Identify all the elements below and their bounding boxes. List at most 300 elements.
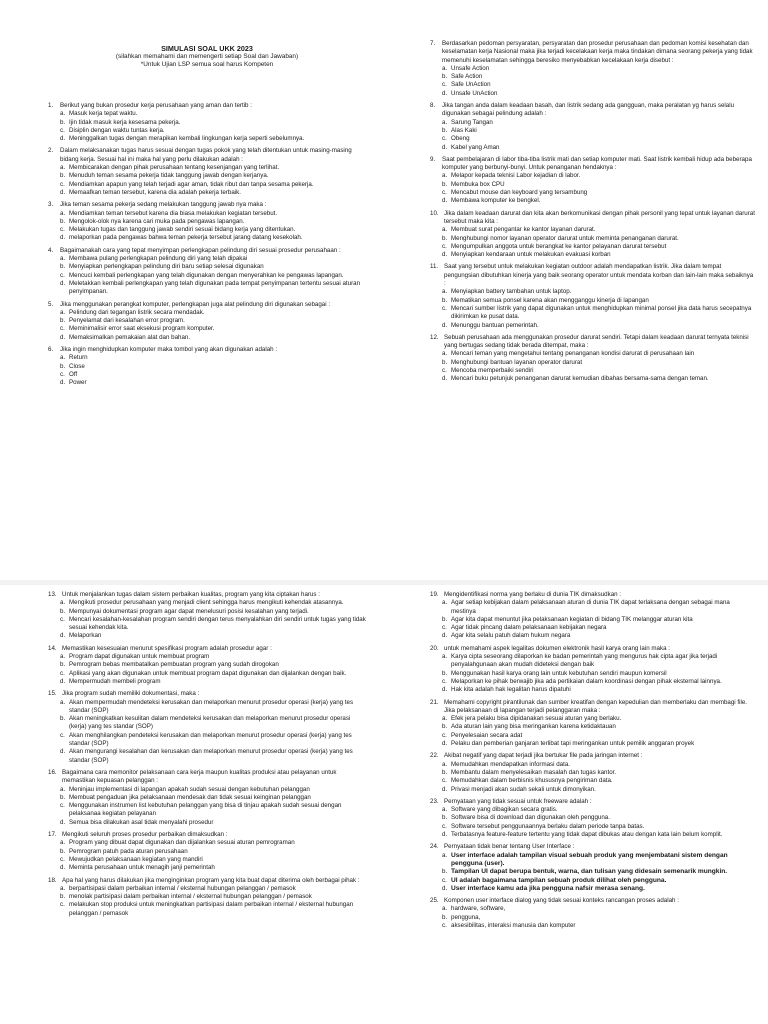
option-text: Meminimalisir error saat eksekusi program komputer. <box>69 325 215 333</box>
option-text: Menyiapkan kendaraan untuk melakukan evakuasi korban <box>451 251 611 259</box>
option-text: Membantu dalam menyelesaikan masalah dan tugas kantor. <box>451 768 617 776</box>
question-text: Jika dalam keadaan darurat dan kita akan berkomunikasi dengan pihak personil yang tepat untuk layanan darurat tersebut maka kita : <box>444 209 755 225</box>
option-letter: c. <box>60 180 65 188</box>
option-text: Akan mengurangi kesalahan dan kerusakan dan melaporkan menurut prosedur operasi (kerja) yang tes standar (SOP) <box>69 748 353 764</box>
answer-option <box>430 81 756 89</box>
option-text: Kabel yang Aman <box>451 143 500 151</box>
option-text: Mengumpulkan anggota untuk berangkat ke kantor pelayanan darurat tersebut <box>451 242 667 250</box>
question-number: 15. <box>48 690 57 698</box>
question-number: 21. <box>430 698 439 706</box>
option-letter: b. <box>60 263 66 271</box>
option-letter: b. <box>60 893 66 901</box>
question-number: 22. <box>430 752 439 760</box>
option-text: Membawa komputer ke bengkel. <box>451 197 541 205</box>
option-letter: c. <box>442 777 447 785</box>
question-text: Bagaimanakah cara yang tepat menyimpan perlengkapan pelindung diri sesuai prosedur perusahaan : <box>60 246 341 254</box>
option-letter: c. <box>442 731 447 739</box>
answer-option <box>48 678 366 686</box>
question-item <box>48 831 366 872</box>
option-text: Mendiamkan teman tersebut karena dia biasa melakukan kegiatan tersebut. <box>69 209 278 217</box>
option-text: Akan mempermudah mendeteksi kerusakan dan melaporkan menurut prosedur operasi (kerja) yang tes standar (SOP) <box>69 698 354 714</box>
question-text-row <box>430 591 756 599</box>
option-letter: b. <box>60 217 66 225</box>
option-text: Membuka box CPU <box>451 180 505 188</box>
option-letter: c. <box>60 901 65 909</box>
option-text: Membicarakan dengan pihak perusahaan tentang kesenjangan yang terlihat. <box>69 164 280 172</box>
option-text: aksesibilitas, interaksi manusia dan komputer <box>451 921 576 929</box>
option-text: User interface adalah tampilan visual sebuah produk yang menjembatani sistem dengan pengguna (user). <box>451 851 728 867</box>
option-letter: d. <box>60 748 66 756</box>
option-text: Ada aturan lain yang bisa meringankan karena ketidaktauan <box>451 723 616 731</box>
question-text-row <box>48 877 366 885</box>
question-text-row <box>430 897 756 905</box>
question-text-row <box>48 769 366 786</box>
question-text: Saat pembelajaran di labor tiba-tiba listrik mati dan setiap komputer mati. Saat listrik kembali hidup ada beberapa komputer yang berbunyi-bunyi. Untuk penanganan hendaknya : <box>442 155 752 172</box>
question-number: 23. <box>430 797 439 805</box>
option-text: Menunggu bantuan pemerintah. <box>451 321 539 329</box>
answer-option <box>430 786 756 794</box>
option-text: Mencoba memperbaiki sendiri <box>451 366 534 374</box>
answer-option <box>430 235 756 243</box>
question-text-row <box>430 40 756 65</box>
question-number: 19. <box>430 591 439 598</box>
option-text: UI adalah bagaimana tampilan sebuah produk dilihat oleh pengguna. <box>451 876 667 884</box>
answer-option <box>48 119 366 127</box>
option-text: Disiplin dengan waktu tuntas kerja. <box>69 126 165 134</box>
option-letter: c. <box>60 325 65 333</box>
question-item <box>430 102 756 152</box>
option-letter: b. <box>60 362 66 370</box>
question-text: Jika ingin menghidupkan komputer maka tombol yang akan digunakan adalah : <box>60 346 278 354</box>
answer-option <box>430 831 756 839</box>
question-number: 14. <box>48 644 57 652</box>
question-text-row <box>48 690 366 698</box>
answer-option <box>48 379 366 387</box>
answer-option <box>48 334 366 342</box>
option-letter: b. <box>60 607 66 615</box>
document-title: SIMULASI SOAL UKK 2023 <box>161 44 253 53</box>
option-letter: b. <box>442 868 448 876</box>
option-letter: c. <box>442 876 447 884</box>
answer-option <box>48 748 366 765</box>
option-letter: d. <box>60 818 66 826</box>
question-text-row <box>430 102 756 119</box>
option-text: Menghubungi bantuan layanan operator darurat <box>451 358 583 366</box>
option-letter: a. <box>60 884 66 892</box>
question-text: Memastikan kesesuaian menurut spesifikasi program adalah prosedur agar : <box>62 644 272 652</box>
option-letter: b. <box>442 73 448 81</box>
option-letter: c. <box>60 802 65 810</box>
answer-option <box>48 189 366 197</box>
answer-option <box>430 197 756 205</box>
option-letter: b. <box>442 358 448 366</box>
answer-option <box>430 251 756 259</box>
question-number: 8. <box>430 102 436 110</box>
option-letter: c. <box>60 271 65 279</box>
answer-option <box>430 297 756 305</box>
answer-option <box>48 164 366 172</box>
option-text: Tampilan UI dapat berupa bentuk, warna, dan tulisan yang didesain semenarik mungkin. <box>451 868 728 876</box>
question-number: 4. <box>48 246 54 254</box>
answer-option <box>430 350 756 358</box>
option-text: pengguna, <box>451 913 481 921</box>
option-text: Penyelamat dari kesalahan error program. <box>69 317 185 325</box>
answer-option <box>430 90 756 98</box>
option-text: Mencabut mouse dan keyboard yang tersambung <box>451 189 588 197</box>
answer-option <box>430 135 756 143</box>
option-text: Close <box>69 362 85 370</box>
answer-option <box>48 218 366 226</box>
exam-page-2 <box>0 585 768 1024</box>
option-text: Agar kita selalu patuh dalam hukum negara <box>451 632 571 640</box>
question-text-row <box>48 201 366 209</box>
question-item <box>430 40 756 98</box>
option-text: Safe Action <box>451 73 483 81</box>
option-text: Mengikuti prosedur perusahaan yang menjadi client sehingga harus mengikuti kehendak atasannya. <box>69 599 344 607</box>
question-text-row <box>48 247 366 255</box>
option-letter: c. <box>60 370 65 378</box>
answer-option <box>48 856 366 864</box>
question-item <box>430 591 756 641</box>
option-letter: a. <box>60 653 66 661</box>
answer-option <box>48 181 366 189</box>
option-letter: d. <box>60 632 66 640</box>
option-text: Menyiapkan battery tambahan untuk laptop. <box>451 288 572 296</box>
question-text: Komponen user interface dialog yang tidak sesuai konteks rancangan proses adalah : <box>444 897 679 905</box>
option-text: Mencari teman yang mengetahui tentang penanganan kondisi darurat di perusahaan lain <box>451 350 695 358</box>
option-text: Mematikan semua ponsel karena akan mengganggu kinerja di lapangan <box>451 296 649 304</box>
question-text: Dalam melaksanakan tugas harus sesuai dengan tugas pokok yang telah ditentukan untuk masing-masing bidang kerja. Sesuai hal ini maka hal yang perlu dilakukan adalah : <box>60 147 352 163</box>
option-letter: c. <box>442 189 447 197</box>
option-text: Agar kita dapat menuntut jika pelaksanaan kegiatan di bidang TIK melanggar aturan kita <box>451 615 693 623</box>
option-letter: d. <box>60 864 66 872</box>
option-letter: a. <box>60 308 66 316</box>
option-letter: d. <box>442 632 448 640</box>
answer-option <box>48 819 366 827</box>
answer-option <box>48 699 366 716</box>
option-letter: a. <box>60 110 66 118</box>
answer-option <box>430 777 756 785</box>
question-text: Akibat negatif yang dapat terjadi jika bertukar file pada jaringan internet : <box>444 752 643 760</box>
answer-option <box>430 670 756 678</box>
answer-option <box>48 794 366 802</box>
question-text-row <box>48 102 366 110</box>
answer-option <box>48 715 366 732</box>
question-number: 12. <box>430 333 439 341</box>
option-letter: c. <box>60 126 65 134</box>
question-item <box>430 263 756 329</box>
question-number: 3. <box>48 201 54 209</box>
question-item <box>48 247 366 297</box>
question-number: 13. <box>48 591 57 598</box>
answer-option <box>48 280 366 297</box>
option-letter: c. <box>442 822 447 830</box>
option-text: Hak kita adalah hak legalitan harus dipatuhi <box>451 686 571 694</box>
document-subtitle: (silahkan memahami dan memengerti setiap Soal dan Jawaban) <box>115 52 299 60</box>
answer-option <box>430 885 756 893</box>
option-letter: a. <box>60 354 66 362</box>
question-item <box>48 645 366 686</box>
option-text: Melapor kepada teknisi Labor kejadian di labor. <box>451 172 581 180</box>
option-text: Meminta perusahaan untuk menagih janji pemerintah <box>69 864 215 872</box>
answer-option <box>48 110 366 118</box>
option-text: Safe UnAction <box>451 81 491 89</box>
question-item <box>430 798 756 839</box>
answer-option <box>430 922 756 930</box>
option-letter: a. <box>442 288 448 296</box>
option-letter: a. <box>442 715 448 723</box>
option-letter: d. <box>442 251 448 259</box>
option-letter: b. <box>442 669 448 677</box>
option-letter: b. <box>442 768 448 776</box>
option-text: Power <box>69 379 87 387</box>
answer-option <box>48 653 366 661</box>
option-text: Akan meningkatkan kesulitan dalam mendeteksi kerusakan dan melaporkan menurut prosedur operasi (kerja) yang tes standar (SOP) <box>69 715 351 731</box>
option-letter: b. <box>442 180 448 188</box>
option-text: Mencuci kembali perlengkapan yang telah digunakan dengan menyerahkan ke pengawas lapangan. <box>69 271 344 279</box>
option-text: Membuat pengaduan jika pelaksanaan mendesak dan tidak sesuai keinginan pelanggan <box>69 793 311 801</box>
answer-option <box>48 848 366 856</box>
option-text: Meletakkan kembali perlengkapan yang telah digunakan pada tempat penyimpanan tertentu sesuai aturan penyimpanan. <box>69 279 361 296</box>
option-letter: c. <box>60 226 65 234</box>
column-left <box>48 591 366 922</box>
answer-option <box>430 226 756 234</box>
option-text: Pemrogram bebas membatalkan pembuatan program yang sudah dirogokan <box>69 661 279 669</box>
option-text: Mempunyai dokumentasi program agar dapat menelusuri posisi kesalahan yang terjadi. <box>69 607 309 615</box>
option-text: Melakukan tugas dan tanggung jawab sendiri sesuai bidang kerja yang ditentukan. <box>69 226 296 234</box>
option-text: hardware, software, <box>451 905 506 913</box>
option-letter: a. <box>442 806 448 814</box>
answer-option <box>48 371 366 379</box>
option-text: Meninjau implementasi di lapangan apakah sudah sesuai dengan kebutuhan pelanggan <box>69 785 310 793</box>
answer-option <box>430 127 756 135</box>
question-text-row <box>48 645 366 653</box>
column-left <box>48 40 366 392</box>
option-text: Membuat surat pengantar ke kantor layanan darurat. <box>451 226 596 234</box>
answer-option <box>48 135 366 143</box>
answer-option <box>430 305 756 322</box>
option-letter: a. <box>60 255 66 263</box>
document-note: *Untuk Ujian LSP semua soal harus Kompeten <box>140 60 274 68</box>
answer-option <box>48 272 366 280</box>
option-text: Privasi menjadi akan sudah sekali untuk dimonyikan. <box>451 785 596 793</box>
answer-option <box>430 686 756 694</box>
question-text-row <box>430 645 756 653</box>
answer-option <box>430 624 756 632</box>
question-item <box>430 897 756 930</box>
answer-option <box>48 893 366 901</box>
question-item <box>430 334 756 384</box>
option-text: Memudahkan dalam berbisnis khususnya pengiriman data. <box>451 777 613 785</box>
option-letter: d. <box>442 89 448 97</box>
answer-option <box>48 599 366 607</box>
answer-option <box>430 322 756 330</box>
option-text: Sarung Tangan <box>451 118 493 126</box>
option-letter: a. <box>60 698 66 706</box>
question-number: 5. <box>48 300 54 308</box>
question-text-row <box>48 346 366 354</box>
answer-option <box>430 172 756 180</box>
question-number: 16. <box>48 768 57 776</box>
question-text-row <box>430 699 756 716</box>
question-number: 6. <box>48 346 54 354</box>
option-letter: b. <box>60 317 66 325</box>
option-letter: b. <box>442 296 448 304</box>
question-text-row <box>48 591 366 599</box>
answer-option <box>48 661 366 669</box>
answer-option <box>430 653 756 670</box>
answer-option <box>430 599 756 616</box>
option-letter: d. <box>60 188 66 196</box>
question-text: Jika program sudah memiliki dokumentasi, maka : <box>62 690 200 698</box>
answer-option <box>430 769 756 777</box>
option-letter: c. <box>442 135 447 143</box>
option-text: Agar setiap kebijakan dalam pelaksanaan aturan di dunia TIK dapat terlaksana dengan sebagai mana mestinya <box>451 599 730 615</box>
question-number: 7. <box>430 40 436 47</box>
answer-option <box>430 632 756 640</box>
option-letter: b. <box>442 814 448 822</box>
question-text: Bagaimana cara memonitor pelaksanaan cara kerja maupun kualitas produksi atau pelayanan untuk memastikan kepuasan pelanggan : <box>62 768 337 785</box>
option-text: Menggunakan hasil karya orang lain untuk kebutuhan sendiri maupun komersil <box>451 669 667 677</box>
option-letter: b. <box>60 172 66 180</box>
option-letter: d. <box>442 143 448 151</box>
option-letter: c. <box>442 677 447 685</box>
question-text: Jika tangan anda dalam keadaan basah, dan listrik sedang ada gangguan, maka peralatan yg harus selalu digunakan sebagai pelindung adalah : <box>442 102 735 118</box>
question-text: Saat yang tersebut untuk melakukan kegiatan outdoor adalah mendapatkan listrik. Jika dalam tempat pengungsian dibutuhkan kinerja yang baik seorang operator untuk mendata korban dan lain-lain maka sebaiknya : <box>444 263 754 288</box>
answer-option <box>48 839 366 847</box>
answer-option <box>430 761 756 769</box>
option-letter: d. <box>442 831 448 839</box>
question-text-row <box>430 334 756 351</box>
option-text: Mencari buku petunjuk penanganan darurat kemudian dibahas bersama-sama dengan teman. <box>451 375 709 383</box>
answer-option <box>48 127 366 135</box>
option-letter: c. <box>442 304 447 312</box>
answer-option <box>48 802 366 819</box>
question-text: Jika menggunakan perangkat komputer, perlengkapan juga alat pelindung diri digunakan sebagai : <box>60 300 331 308</box>
option-letter: a. <box>442 760 448 768</box>
answer-option <box>430 65 756 73</box>
option-text: Mewujudkan pelaksanaan kegiatan yang mandiri <box>69 855 203 863</box>
answer-option <box>430 375 756 383</box>
option-text: Mendiamkan apapun yang telah terjadi agar aman, tidak ribut dan tanpa sesama pekerja. <box>69 180 314 188</box>
answer-option <box>48 885 366 893</box>
option-text: Melaporkan <box>69 632 102 640</box>
option-letter: d. <box>442 884 448 892</box>
option-text: Memaksimalkan pemakaian alat dan bahan. <box>69 333 191 341</box>
option-text: Mengolok-olok nya karena cari muka pada pengawas lapangan. <box>69 217 245 225</box>
option-letter: b. <box>442 913 448 921</box>
option-letter: a. <box>442 653 448 661</box>
option-letter: a. <box>60 209 66 217</box>
question-item <box>48 102 366 143</box>
question-text: Mengidentifikasi norma yang berlaku di dunia TIK dimaksudkan : <box>444 591 622 598</box>
option-text: Program yang dibuat dapat digunakan dan dijalankan sesuai aturan pemrograman <box>69 839 295 847</box>
answer-option <box>48 786 366 794</box>
question-item <box>48 769 366 827</box>
answer-option <box>430 616 756 624</box>
option-text: Mencari sumber listrik yang dapat digunakan untuk menghidupkan minimal ponsel jika data harus secepatnya dikirimkan ke pusat data. <box>451 304 752 321</box>
answer-option <box>430 144 756 152</box>
question-number: 11. <box>430 263 439 271</box>
option-letter: d. <box>60 333 66 341</box>
answer-option <box>430 189 756 197</box>
question-item <box>48 690 366 765</box>
option-text: Software tersebut penggunaannya berlaku dalam periode tanpa batas. <box>451 822 645 830</box>
question-text-row <box>48 147 366 164</box>
question-text: Pernyataan tidak benar tentang User Interface : <box>444 843 575 851</box>
question-number: 17. <box>48 831 57 839</box>
option-letter: a. <box>442 599 448 607</box>
question-text-row <box>430 752 756 760</box>
question-item <box>430 699 756 749</box>
answer-option <box>430 814 756 822</box>
option-letter: b. <box>442 723 448 731</box>
answer-option <box>48 670 366 678</box>
answer-option <box>430 715 756 723</box>
option-letter: b. <box>60 118 66 126</box>
answer-option <box>48 632 366 640</box>
answer-option <box>48 317 366 325</box>
question-text-row <box>48 301 366 309</box>
option-text: Aplikasi yang akan digunakan untuk membuat program dapat digunakan dan dijalankan dengan baik. <box>69 669 347 677</box>
option-text: Penyelesaian secara adat <box>451 731 523 739</box>
answer-option <box>48 325 366 333</box>
option-text: Off <box>69 370 78 378</box>
answer-option <box>430 359 756 367</box>
answer-option <box>430 723 756 731</box>
question-text: Sebuah perusahaan ada menggunakan prosedur darurat sendiri. Tetapi dalam keadaan darurat ternyata teknisi yang bertugas sedang tidak berada ditempat, maka : <box>444 333 749 350</box>
answer-option <box>48 608 366 616</box>
option-letter: a. <box>60 599 66 607</box>
answer-option <box>48 732 366 749</box>
answer-option <box>430 119 756 127</box>
question-text-row <box>430 156 756 173</box>
option-text: Memudahkan mendapatkan informasi data. <box>451 760 571 768</box>
answer-option <box>48 255 366 263</box>
option-letter: d. <box>442 321 448 329</box>
answer-option <box>48 901 366 918</box>
option-letter: d. <box>442 785 448 793</box>
answer-option <box>430 73 756 81</box>
question-text-row <box>430 263 756 288</box>
answer-option <box>48 263 366 271</box>
option-text: menolak partisipasi dalam perbaikan internal / eksternal hubungan pelanggan / pemasok <box>69 893 312 901</box>
option-letter: d. <box>60 677 66 685</box>
answer-option <box>430 868 756 876</box>
option-text: Alas Kaki <box>451 126 477 134</box>
question-text-row <box>48 831 366 839</box>
option-text: Karya cipta seseorang dilaporkan ke badan pemerintah yang mengurus hak cipta agar jika terjadi penyalahgunaan akan mudah dideteksi dengan baik <box>451 653 718 669</box>
option-text: Efek jera pelaku bisa dipidanakan sesuai aturan yang berlaku. <box>451 715 622 723</box>
option-letter: d. <box>60 279 66 287</box>
option-text: Mencari kesalahan-kesalahan program sendiri dengan terus menyalahkan diri sendiri untuk tugas yang tidak sesuai kehendak kita. <box>69 615 366 632</box>
question-number: 1. <box>48 102 54 109</box>
option-letter: d. <box>60 379 66 387</box>
option-letter: b. <box>60 715 66 723</box>
question-text-row <box>430 798 756 806</box>
option-text: Mempermudah membeli program <box>69 677 161 685</box>
option-text: Semua bisa dilakukan asal tidak menyalahi prosedur <box>69 818 214 826</box>
option-text: Program dapat digunakan untuk membuat program <box>69 653 210 661</box>
option-text: Terbatasnya feature-feature tertentu yang tidak dapat dibukas atau dengan kata lain belum komplit. <box>451 831 723 839</box>
question-text: Apa hal yang harus dilakukan jika menginginkan program yang kita buat dapat diterima oleh berbagai pihak : <box>62 876 360 884</box>
option-letter: d. <box>442 740 448 748</box>
answer-option <box>430 852 756 869</box>
option-letter: a. <box>442 350 448 358</box>
option-letter: c. <box>442 242 447 250</box>
option-letter: b. <box>442 234 448 242</box>
option-text: Software bisa di download dan digunakan oleh pengguna. <box>451 814 610 822</box>
